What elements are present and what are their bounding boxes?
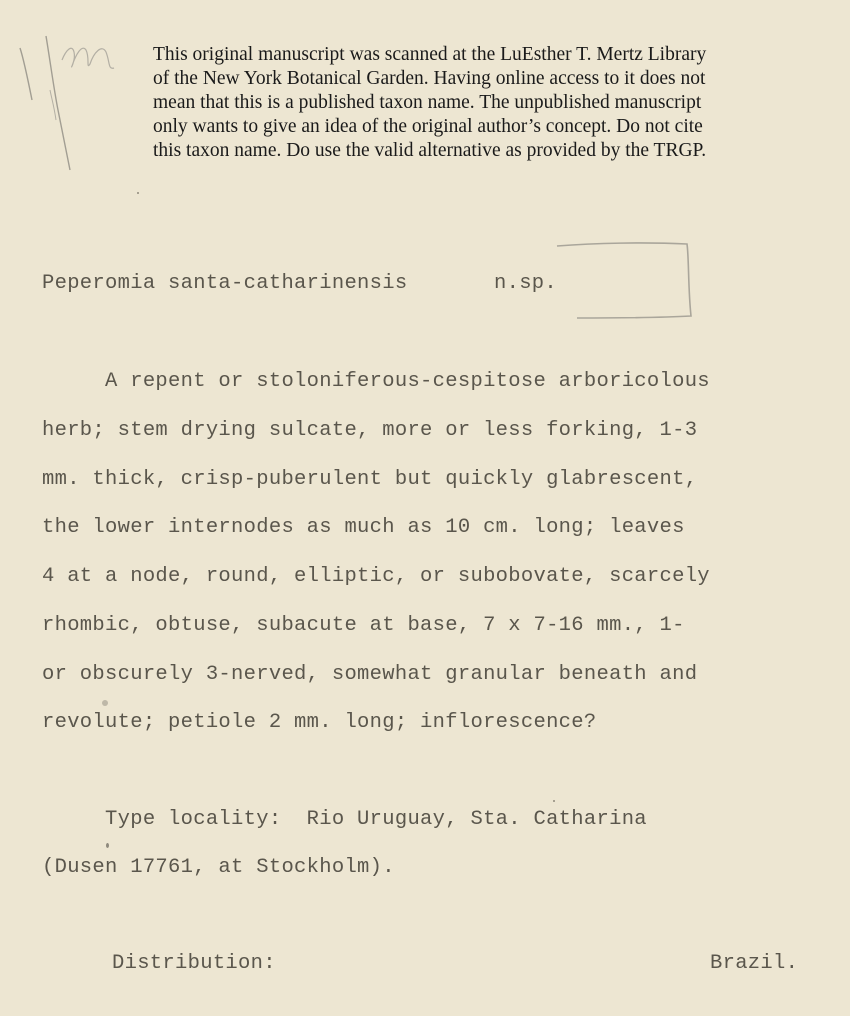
description-line: revolute; petiole 2 mm. long; inflorescence?: [42, 711, 597, 734]
distribution-value: Brazil.: [710, 952, 799, 975]
notice-line: This original manuscript was scanned at the LuEsther T. Mertz Library: [153, 44, 707, 65]
paper-speck: [106, 843, 109, 848]
type-locality-line: Type locality: Rio Uruguay, Sta. Catharina: [42, 808, 647, 831]
notice-line: of the New York Botanical Garden. Having online access to it does not: [153, 68, 706, 89]
description-line: mm. thick, crisp-puberulent but quickly glabrescent,: [42, 468, 698, 491]
type-locality-line: (Dusen 17761, at Stockholm).: [42, 856, 395, 879]
description-line: the lower internodes as much as 10 cm. long; leaves: [42, 516, 685, 539]
species-status: n.sp.: [494, 272, 558, 295]
description-line: or obscurely 3-nerved, somewhat granular beneath and: [42, 663, 698, 686]
description-line: A repent or stoloniferous-cespitose arboricolous: [42, 370, 710, 393]
pencil-annotation-mark: [10, 30, 130, 180]
species-name: Peperomia santa-catharinensis: [42, 272, 408, 295]
notice-line: mean that this is a published taxon name. The unpublished manuscript: [153, 92, 702, 113]
notice-line: this taxon name. Do use the valid alternative as provided by the TRGP.: [153, 140, 707, 161]
pencil-bracket-mark: [555, 238, 700, 323]
notice-line: only wants to give an idea of the original author’s concept. Do not cite: [153, 116, 703, 137]
paper-speck: [137, 192, 139, 194]
description-line: rhombic, obtuse, subacute at base, 7 x 7-16 mm., 1-: [42, 614, 685, 637]
paper-speck: [102, 700, 108, 706]
description-line: herb; stem drying sulcate, more or less forking, 1-3: [42, 419, 698, 442]
distribution-label: Distribution:: [112, 952, 276, 975]
paper-speck: [553, 800, 555, 802]
description-line: 4 at a node, round, elliptic, or subobovate, scarcely: [42, 565, 710, 588]
copyright-notice: [153, 43, 793, 163]
